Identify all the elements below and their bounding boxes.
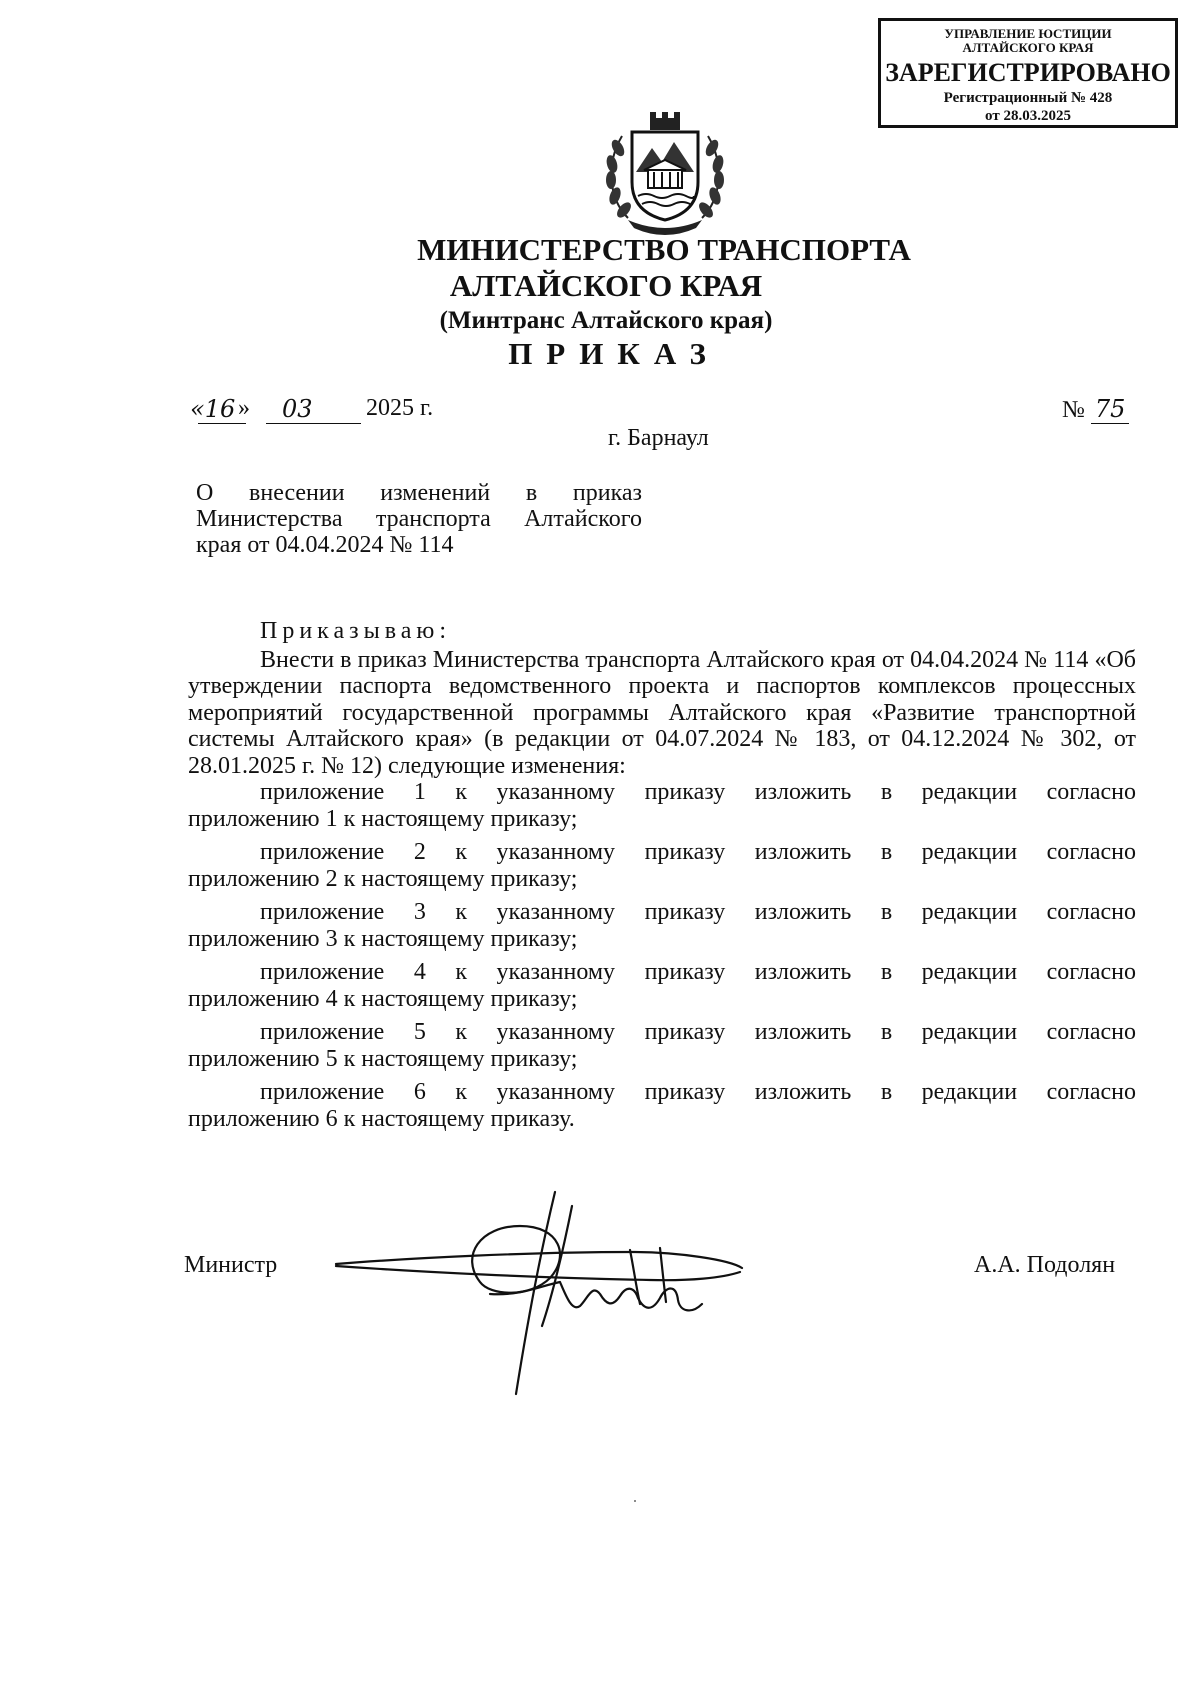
order-item [188, 1079, 1136, 1132]
date-open-quote: « [190, 395, 205, 423]
document-subject [196, 480, 642, 558]
date-day-value: 16 [204, 395, 236, 423]
stamp-reg-number: Регистрационный № 428 [943, 90, 1113, 106]
scan-speck [634, 1500, 636, 1502]
order-item-head: приложение 5 к указанному приказу изложить в редакции согласно [260, 1019, 1136, 1045]
order-item-tail: приложению 5 к настоящему приказу; [188, 1045, 578, 1072]
stamp-authority-line1: УПРАВЛЕНИЕ ЮСТИЦИИ [944, 26, 1112, 41]
date-close-quote: » [238, 395, 250, 421]
order-item [188, 899, 1136, 952]
date-year: 2025 г. [366, 395, 434, 421]
date-month: 03 [282, 395, 313, 423]
order-item-head: приложение 2 к указанному приказу изложить в редакции согласно [260, 839, 1136, 865]
signatory-name: А.А. Подолян [974, 1252, 1116, 1278]
number-label: № [1062, 397, 1085, 423]
document-date [186, 395, 456, 429]
ministry-short-name: (Минтранс Алтайского края) [439, 307, 773, 334]
order-item [188, 1019, 1136, 1072]
order-item-head: приложение 4 к указанному приказу изложить в редакции согласно [260, 959, 1136, 985]
document-type-title: ПРИКАЗ [508, 336, 720, 371]
document-number [1062, 395, 1129, 424]
order-item-head: приложение 1 к указанному приказу изложить в редакции согласно [260, 779, 1136, 805]
order-item-head: приложение 3 к указанному приказу изложить в редакции согласно [260, 899, 1136, 925]
signatory-role: Министр [184, 1252, 278, 1278]
handwritten-signature [330, 1186, 750, 1406]
order-keyword: Приказываю: [260, 618, 451, 644]
number-value: 75 [1091, 395, 1130, 424]
city: г. Барнаул [608, 425, 709, 451]
order-item-tail: приложению 2 к настоящему приказу; [188, 865, 578, 892]
order-item-tail: приложению 1 к настоящему приказу; [188, 805, 578, 832]
subject-line: Министерства транспорта Алтайского [196, 506, 642, 532]
order-item-head: приложение 6 к указанному приказу изложить в редакции согласно [260, 1079, 1136, 1105]
order-item-tail: приложению 4 к настоящему приказу; [188, 985, 578, 1012]
order-item [188, 839, 1136, 892]
order-item-tail: приложению 3 к настоящему приказу; [188, 925, 578, 952]
ministry-name-line2: АЛТАЙСКОГО КРАЯ [449, 268, 763, 303]
date-day-underline [198, 423, 246, 424]
order-item-tail: приложению 6 к настоящему приказу. [188, 1105, 575, 1132]
order-item [188, 779, 1136, 832]
order-item [188, 959, 1136, 1012]
ministry-name-line1: МИНИСТЕРСТВО ТРАНСПОРТА [417, 232, 911, 267]
subject-line: края от 04.04.2024 № 114 [196, 532, 454, 558]
date-month-underline [266, 423, 361, 424]
document-body [188, 618, 1136, 1139]
stamp-authority-line2: АЛТАЙСКОГО КРАЯ [962, 40, 1094, 55]
order-intro-paragraph: Внести в приказ Министерства транспорта Алтайского края от 04.04.2024 № 114 «Об утверждении паспорта ведомственного проекта и паспортов комплексов процессных мероприятий государственной программы Алтайского края «Развитие транспортной системы Алтайского края» (в редакции от 04.07.2024 № 183, от 04.12.2024 № 302, от 28.01.2025 г. № 12) следующие изменения: [188, 646, 1136, 779]
coat-of-arms-icon [598, 108, 732, 238]
subject-line: О внесении изменений в приказ [196, 480, 642, 506]
date-day [190, 395, 235, 423]
stamp-reg-date: от 28.03.2025 [985, 108, 1071, 124]
stamp-status: ЗАРЕГИСТРИРОВАНО [885, 58, 1171, 87]
registration-stamp [878, 18, 1178, 128]
